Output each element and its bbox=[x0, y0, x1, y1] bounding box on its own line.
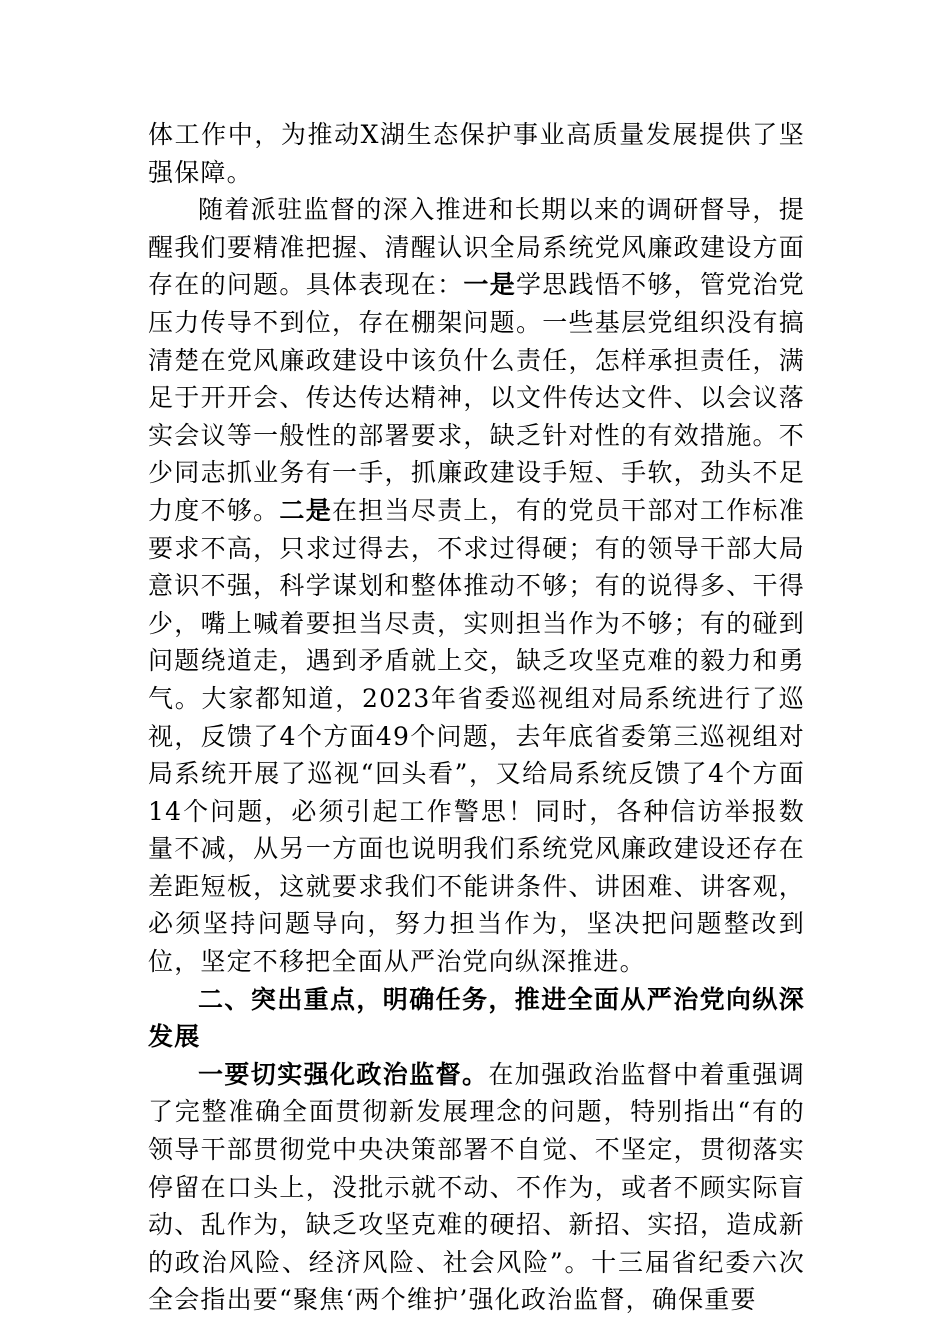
paragraph-text: 体工作中，为推动X湖生态保护事业高质量发展提供了坚强保障。 bbox=[148, 120, 805, 187]
paragraph-continuation bbox=[148, 116, 805, 191]
paragraph-text: 在加强政治监督中着重强调了完整准确全面贯彻新发展理念的问题，特别指出“有的领导干部贯彻党中央决策部署不自觉、不坚定，贯彻落实停留在口头上，没批示就不动、不作为，或者不顾实际盲动、乱作为，缺乏攻坚克难的硬招、新招、实招，造成新的政治风险、经济风险、社会风险”。十三届省纪委六次全会指出要“聚焦‘两个维护’强化政治监督，确保重要 bbox=[148, 1059, 806, 1315]
point-two-text: 在担当尽责上，有的党员干部对工作标准要求不高，只求过得去，不求过得硬；有的领导干部大局意识不强，科学谋划和整体推动不够；有的说得多、干得少，嘴上喊着要担当尽责，实则担当作为不够；有的碰到问题绕道走，遇到矛盾就上交，缺乏攻坚克难的毅力和勇气。大家都知道，2023年省委巡视组对局系统进行了巡视，反馈了4个方面49个问题，去年底省委第三巡视组对局系统开展了巡视“回头看”，又给局系统反馈了4个方面14个问题，必须引起工作警思！同时，各种信访举报数量不减，从另一方面也说明我们系统党风廉政建设还存在差距短板，这就要求我们不能讲条件、讲困难、讲客观，必须坚持问题导向，努力担当作为，坚决把问题整改到位，坚定不移把全面从严治党向纵深推进。 bbox=[148, 495, 805, 977]
document-body bbox=[148, 116, 805, 1319]
section-heading-text: 二、突出重点，明确任务，推进全面从严治党向纵深发展 bbox=[148, 984, 805, 1052]
paragraph-lead: 一要切实强化政治监督。 bbox=[198, 1059, 489, 1089]
paragraph-intro: 随着派驻监督的深入推进和长期以来的调研督导，提醒我们要精准把握、清醒认识全局系统党风廉政建设方面存在的问题。具体表现在： bbox=[148, 195, 805, 300]
point-two-label: 二是 bbox=[279, 495, 332, 525]
point-one-label: 一是 bbox=[463, 270, 516, 300]
point-one-text: 学思践悟不够，管党治党压力传导不到位，存在棚架问题。一些基层党组织没有搞清楚在党风廉政建设中该负什么责任，怎样承担责任，满足于开开会、传达传达精神，以文件传达文件、以会议落实会议等一般性的部署要求，缺乏针对性的有效措施。不少同志抓业务有一手，抓廉政建设手短、手软，劲头不足力度不够。 bbox=[148, 270, 806, 525]
section-heading bbox=[148, 981, 805, 1056]
paragraph-problems bbox=[148, 191, 805, 980]
paragraph-political-supervision bbox=[148, 1056, 805, 1319]
